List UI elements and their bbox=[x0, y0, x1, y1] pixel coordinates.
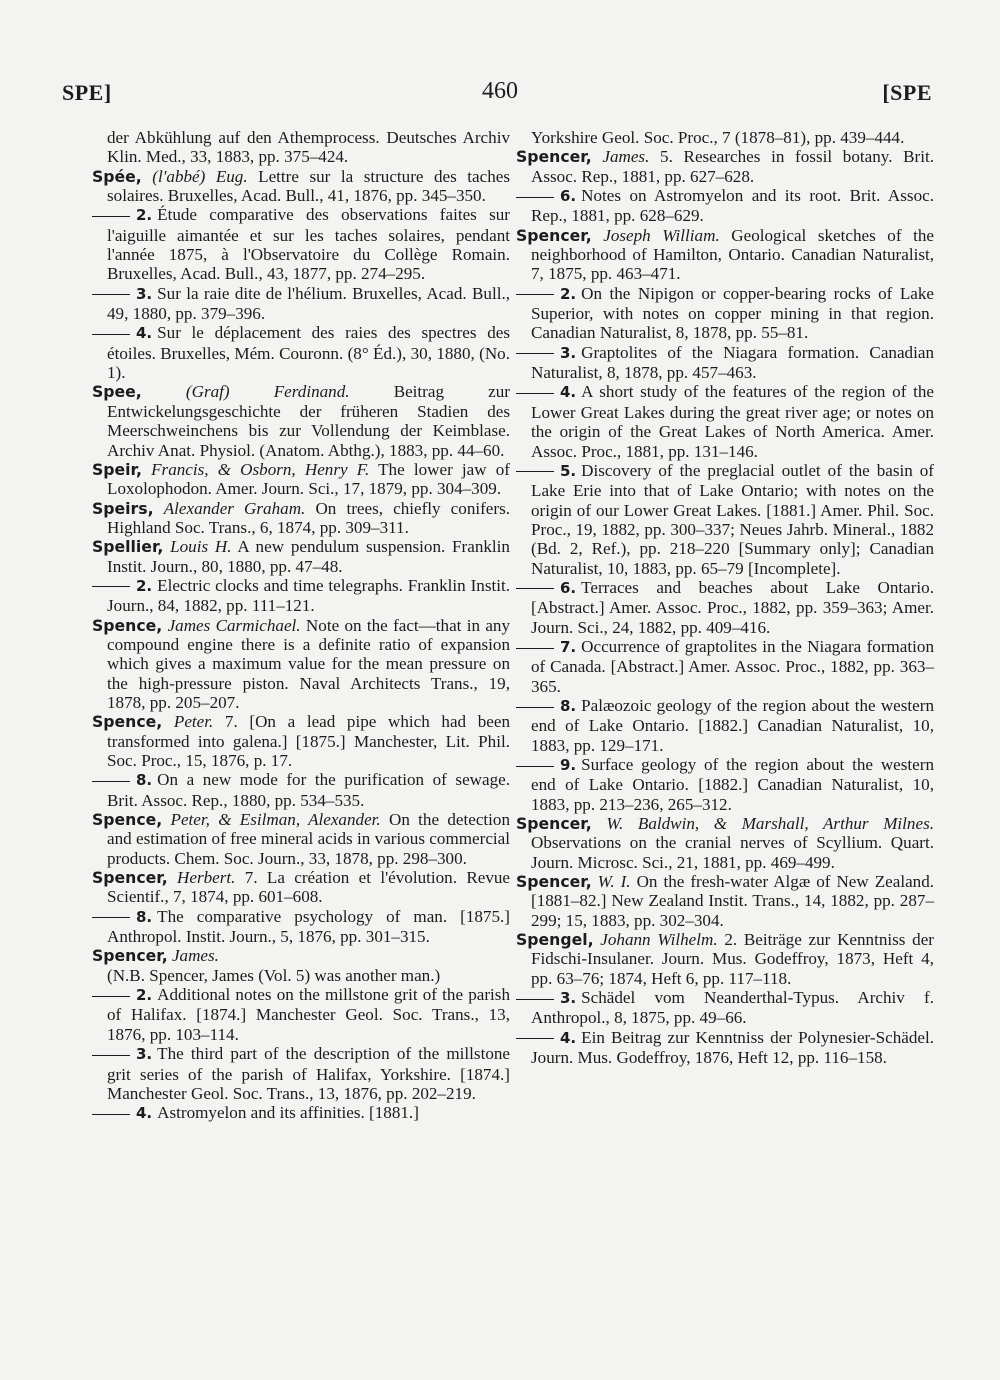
entry-number: 4. bbox=[560, 383, 577, 402]
entry-text: Graptolites of the Niagara formation. Canadian Naturalist, 8, 1878, pp. 457–463. bbox=[531, 342, 934, 383]
bib-entry bbox=[92, 537, 510, 576]
entry-number: 3. bbox=[136, 1045, 153, 1064]
entry-text: 7. [On a lead pipe which had been transformed into galena.] [1875.] Manchester, Lit. Phil. Soc. Proc., 15, 1876, p. 17. bbox=[107, 712, 510, 770]
running-head-left: SPE] bbox=[62, 80, 112, 105]
ditto-dash bbox=[92, 294, 130, 295]
entry-number: 8. bbox=[136, 771, 153, 790]
bib-entry bbox=[92, 985, 510, 1044]
ditto-dash bbox=[516, 999, 554, 1000]
bib-entry bbox=[92, 128, 510, 167]
bib-entry bbox=[92, 323, 510, 382]
author-surname: Spence, bbox=[92, 810, 163, 830]
entry-text: 5. Researches in fossil botany. Brit. Assoc. Rep., 1881, pp. 627–628. bbox=[531, 147, 935, 186]
entry-number: 5. bbox=[560, 461, 577, 480]
entry-text: Sur le déplacement des raies des spectres des étoiles. Bruxelles, Mém. Couronn. (8° Éd.), 30, 1880, (No. 1). bbox=[107, 323, 510, 383]
author-surname: Spencer, bbox=[516, 225, 592, 245]
entry-text: Discovery of the preglacial outlet of the basin of Lake Erie into that of Lake Ontario; with notes on the origin of our Lower Great Lakes. [1881.] Amer. Phil. Soc. Proc., 19, 1882, pp. 300–337; Neues Jahrb. Mineral., 1882 (Bd. 2, Ref.), pp. 218–220 [Summary only]; Canadian Naturalist, 10, 1883, pp. 65–79 [Incomplete]. bbox=[531, 460, 934, 578]
entry-number: 2. bbox=[136, 576, 153, 595]
ditto-dash bbox=[516, 648, 554, 649]
author-surname: Spencer, bbox=[516, 872, 592, 892]
entry-text: Surface geology of the region about the western end of Lake Ontario. [1882.] Canadian Naturalist, 10, 1883, pp. 213–236, 265–312. bbox=[531, 755, 934, 814]
entry-text: Electric clocks and time telegraphs. Franklin Instit. Journ., 84, 1882, pp. 111–121. bbox=[107, 575, 510, 616]
bib-entry bbox=[92, 770, 510, 810]
entry-text: Beitrag zur Entwickelungsgeschichte der früheren Stadien des Meerschweinchens bis zur Vollendung der Keimblase. Archiv Anat. Physiol. (Anatom. Abthg.), 1883, pp. 44–60. bbox=[107, 382, 510, 460]
ditto-dash bbox=[92, 917, 130, 918]
author-surname: Spencer, bbox=[516, 147, 592, 167]
entry-text: 7. La création et l'évolution. Revue Scientif., 7, 1874, pp. 601–608. bbox=[107, 868, 510, 907]
entry-number: 6. bbox=[560, 578, 577, 597]
ditto-dash bbox=[516, 766, 554, 767]
author-given-name: Johann Wilhelm. bbox=[600, 930, 718, 950]
author-given-name: Peter. bbox=[173, 712, 214, 732]
author-given-name: (l'abbé) Eug. bbox=[152, 166, 248, 186]
entry-text: (N.B. Spencer, James (Vol. 5) was another man.) bbox=[107, 965, 441, 985]
entry-text: 2. Beiträge zur Kenntniss der Fidschi-Insulaner. Journ. Mus. Godeffroy, 1873, Heft 4, pp. 63–76; 1874, Heft 6, pp. 117–118. bbox=[531, 930, 935, 988]
right-column bbox=[516, 128, 934, 1068]
left-column bbox=[92, 128, 510, 1124]
entry-text: On the fresh-water Algæ of New Zealand. [1881–82.] New Zealand Instit. Trans., 14, 1882, pp. 287–299; 15, 1883, pp. 302–304. bbox=[531, 872, 935, 930]
page-number: 460 bbox=[482, 78, 518, 104]
entry-number: 3. bbox=[560, 989, 577, 1008]
bib-entry bbox=[92, 382, 510, 459]
ditto-dash bbox=[92, 216, 130, 217]
author-surname: Spée, bbox=[92, 166, 142, 186]
entry-text: der Abkühlung auf den Athemprocess. Deutsches Archiv Klin. Med., 33, 1883, pp. 375–424. bbox=[107, 128, 510, 167]
entry-number: 3. bbox=[136, 284, 153, 303]
bib-entry bbox=[516, 578, 934, 637]
bib-entry bbox=[516, 755, 934, 814]
author-given-name: Francis, & Osborn, Henry F. bbox=[151, 459, 370, 479]
author-given-name: W. I. bbox=[597, 872, 631, 892]
bib-entry bbox=[92, 1044, 510, 1103]
entry-number: 8. bbox=[560, 696, 577, 715]
bib-entry bbox=[92, 868, 510, 907]
bib-entry bbox=[92, 907, 510, 947]
author-given-name: W. Baldwin, & Marshall, Arthur Milnes. bbox=[606, 814, 934, 834]
entry-text: On the Nipigon or copper-bearing rocks of Lake Superior, with notes on copper mining in that region. Canadian Naturalist, 8, 1878, pp. 55–81. bbox=[531, 283, 934, 343]
entry-text: Observations on the cranial nerves of Scyllium. Quart. Journ. Microsc. Sci., 21, 1881, pp. 469–499. bbox=[531, 833, 934, 872]
bib-entry bbox=[92, 205, 510, 283]
ditto-dash bbox=[516, 588, 554, 589]
entry-number: 9. bbox=[560, 756, 577, 774]
bib-entry bbox=[516, 1028, 934, 1068]
entry-number: 4. bbox=[136, 324, 153, 343]
entry-text: Ein Beitrag zur Kenntniss der Polynesier-Schädel. Journ. Mus. Godeffroy, 1876, Heft 12, pp. 116–158. bbox=[531, 1027, 934, 1068]
ditto-dash bbox=[516, 393, 554, 394]
ditto-dash bbox=[92, 1055, 130, 1056]
bib-entry bbox=[516, 872, 934, 930]
bib-entry bbox=[92, 460, 510, 499]
entry-number: 8. bbox=[136, 907, 153, 926]
author-surname: Spence, bbox=[92, 615, 163, 635]
bib-entry bbox=[92, 946, 510, 965]
ditto-dash bbox=[92, 334, 130, 335]
author-given-name: James. bbox=[602, 147, 650, 167]
ditto-dash bbox=[92, 1114, 130, 1115]
ditto-dash bbox=[92, 781, 130, 782]
entry-text: Occurrence of graptolites in the Niagara formation of Canada. [Abstract.] Amer. Assoc. Proc., 1882, pp. 363–365. bbox=[531, 636, 934, 696]
bib-entry bbox=[92, 616, 510, 713]
entry-number: 6. bbox=[560, 187, 577, 206]
author-surname: Spee, bbox=[92, 382, 142, 402]
author-given-name: Peter, & Esilman, Alexander. bbox=[170, 810, 381, 830]
author-surname: Spencer, bbox=[92, 946, 168, 966]
entry-text: Notes on Astromyelon and its root. Brit. Assoc. Rep., 1881, pp. 628–629. bbox=[531, 186, 934, 226]
entry-text: Palæozoic geology of the region about the western end of Lake Ontario. [1882.] Canadian Naturalist, 10, 1883, pp. 129–171. bbox=[531, 695, 934, 755]
ditto-dash bbox=[92, 586, 130, 587]
entry-number: 4. bbox=[136, 1104, 153, 1123]
bib-entry bbox=[516, 461, 934, 578]
entry-number: 2. bbox=[136, 986, 153, 1005]
entry-number: 2. bbox=[136, 206, 153, 225]
entry-text: On trees, chiefly conifers. Highland Soc. Trans., 6, 1874, pp. 309–311. bbox=[107, 498, 511, 537]
author-given-name: Joseph William. bbox=[603, 225, 720, 245]
entry-text: Schädel vom Neanderthal-Typus. Archiv f. Anthropol., 8, 1875, pp. 49–66. bbox=[531, 988, 934, 1028]
author-given-name: Herbert. bbox=[177, 868, 236, 888]
entry-text: Sur la raie dite de l'hélium. Bruxelles, Acad. Bull., 49, 1880, pp. 379–396. bbox=[107, 283, 510, 324]
ditto-dash bbox=[516, 353, 554, 354]
author-given-name: Louis H. bbox=[170, 537, 232, 557]
author-given-name: (Graf) Ferdinand. bbox=[185, 382, 350, 402]
author-surname: Spencer, bbox=[92, 868, 168, 888]
bib-entry bbox=[516, 696, 934, 755]
entry-text: A short study of the features of the region of the Lower Great Lakes during the great river age; or notes on the origin of the Great Lakes of North America. Amer. Assoc. Proc., 1881, pp. 131–146. bbox=[531, 382, 934, 461]
author-given-name: Alexander Graham. bbox=[163, 498, 306, 518]
entry-text: The lower jaw of Loxolophodon. Amer. Journ. Sci., 17, 1879, pp. 304–309. bbox=[107, 459, 510, 499]
bib-entry bbox=[516, 930, 934, 988]
running-head-right: [SPE bbox=[882, 80, 932, 105]
author-surname: Spengel, bbox=[516, 930, 594, 950]
bib-entry bbox=[516, 147, 934, 186]
ditto-dash bbox=[92, 996, 130, 997]
entry-text: Terraces and beaches about Lake Ontario. [Abstract.] Amer. Assoc. Proc., 1882, pp. 359–363; Amer. Journ. Sci., 24, 1882, pp. 409–416. bbox=[531, 577, 934, 637]
author-given-name: James. bbox=[171, 946, 219, 966]
author-surname: Spence, bbox=[92, 712, 163, 732]
author-surname: Spellier, bbox=[92, 537, 164, 557]
entry-text: Additional notes on the millstone grit of the parish of Halifax. [1874.] Manchester Geol. Soc. Trans., 13, 1876, pp. 103–114. bbox=[107, 985, 510, 1044]
entry-text: Geological sketches of the neighborhood of Hamilton, Ontario. Canadian Naturalist, 7, 1875, pp. 463–471. bbox=[531, 225, 934, 284]
bib-entry bbox=[516, 343, 934, 383]
ditto-dash bbox=[516, 471, 554, 472]
entry-text: On a new mode for the purification of sewage. Brit. Assoc. Rep., 1880, pp. 534–535. bbox=[107, 770, 510, 810]
entry-number: 3. bbox=[560, 343, 577, 362]
bib-entry bbox=[516, 186, 934, 226]
bib-entry bbox=[516, 382, 934, 460]
entry-number: 7. bbox=[560, 637, 577, 656]
entry-text: The third part of the description of the millstone grit series of the parish of Halifax, Yorkshire. [1874.] Manchester Geol. Soc. Trans., 13, 1876, pp. 202–219. bbox=[107, 1044, 510, 1103]
bib-entry bbox=[92, 810, 510, 868]
ditto-dash bbox=[516, 1038, 554, 1039]
bib-entry bbox=[516, 988, 934, 1028]
ditto-dash bbox=[516, 707, 554, 708]
entry-text: Astromyelon and its affinities. [1881.] bbox=[157, 1103, 419, 1123]
bib-entry bbox=[92, 576, 510, 616]
author-given-name: James Carmichael. bbox=[167, 615, 301, 635]
bib-entry bbox=[92, 712, 510, 770]
entry-text: Lettre sur la structure des taches solaires. Bruxelles, Acad. Bull., 41, 1876, pp. 345–350. bbox=[107, 166, 511, 206]
entry-number: 2. bbox=[560, 284, 577, 303]
bib-entry bbox=[92, 966, 510, 985]
ditto-dash bbox=[516, 294, 554, 295]
bib-entry bbox=[92, 1103, 510, 1123]
bib-entry bbox=[516, 226, 934, 284]
bib-entry bbox=[516, 284, 934, 343]
entry-text: On the detection and estimation of free mineral acids in various commercial products. Chem. Soc. Journ., 33, 1878, pp. 298–300. bbox=[107, 810, 510, 868]
bib-entry bbox=[516, 814, 934, 872]
entry-text: The comparative psychology of man. [1875.] Anthropol. Instit. Journ., 5, 1876, pp. 301–315. bbox=[107, 906, 510, 947]
entry-number: 4. bbox=[560, 1028, 577, 1047]
bib-entry bbox=[92, 284, 510, 324]
author-surname: Speir, bbox=[92, 459, 142, 479]
bib-entry bbox=[516, 637, 934, 696]
entry-text: Yorkshire Geol. Soc. Proc., 7 (1878–81), pp. 439–444. bbox=[531, 128, 905, 147]
entry-text: Note on the fact—that in any compound engine there is a definite ratio of expansion which gives a maximum value for the mean pressure on the high-pressure piston. Naval Architects Trans., 19, 1878, pp. 205–207. bbox=[107, 615, 511, 712]
entry-text: Étude comparative des observations faites sur l'aiguille aimantée et sur les taches solaires, pendant l'année 1875, à l'Observatoire du Collège Romain. Bruxelles, Acad. Bull., 43, 1877, pp. 274–295. bbox=[107, 205, 510, 284]
author-surname: Speirs, bbox=[92, 498, 154, 518]
ditto-dash bbox=[516, 197, 554, 198]
bib-entry bbox=[92, 167, 510, 206]
author-surname: Spencer, bbox=[516, 814, 592, 834]
bib-entry bbox=[92, 499, 510, 538]
bib-entry bbox=[516, 128, 934, 147]
entry-text: A new pendulum suspension. Franklin Instit. Journ., 80, 1880, pp. 47–48. bbox=[107, 537, 510, 576]
